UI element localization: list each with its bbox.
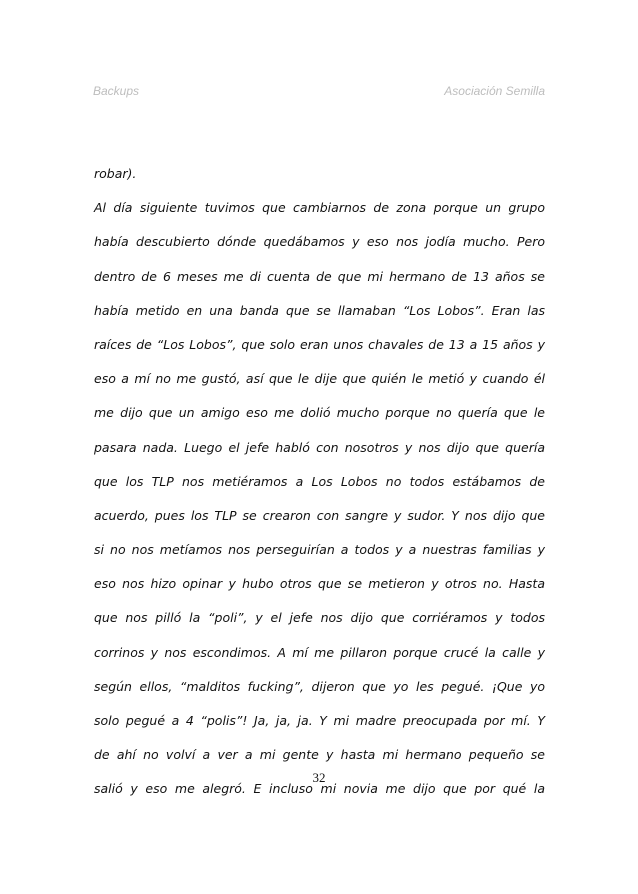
text-line: me dijo que un amigo eso me dolió mucho porque no quería que le — [94, 405, 545, 421]
body-text — [94, 157, 545, 807]
text-line: de ahí no volví a ver a mi gente y hasta mi hermano pequeño se — [94, 747, 545, 763]
text-line: acuerdo, pues los TLP se crearon con sangre y sudor. Y nos dijo que — [94, 507, 545, 523]
text-line: que los TLP nos metiéramos a Los Lobos no todos estábamos de — [94, 473, 545, 489]
header-right-title: Asociación Semilla — [444, 84, 545, 98]
text-line: pasara nada. Luego el jefe habló con nosotros y nos dijo que quería — [94, 439, 545, 455]
text-line: corrinos y nos escondimos. A mí me pillaron porque crucé la calle y — [94, 644, 545, 660]
text-line: si no nos metíamos nos perseguirían a todos y a nuestras familias y — [94, 542, 545, 558]
text-line: eso a mí no me gustó, así que le dije que quién le metió y cuando él — [94, 371, 545, 387]
header-left-title: Backups — [93, 84, 140, 98]
text-line: salió y eso me alegró. E incluso mi novia me dijo que por qué la — [94, 781, 545, 797]
text-line: según ellos, “malditos fucking”, dijeron que yo les pegué. ¡Que yo — [94, 678, 545, 694]
text-line: Al día siguiente tuvimos que cambiarnos de zona porque un grupo — [94, 200, 545, 216]
text-line: raíces de “Los Lobos”, que solo eran unos chavales de 13 a 15 años y — [94, 336, 545, 352]
text-line: dentro de 6 meses me di cuenta de que mi hermano de 13 años se — [94, 268, 545, 284]
text-line: eso nos hizo opinar y hubo otros que se metieron y otros no. Hasta — [94, 576, 545, 592]
text-line: robar). — [94, 166, 137, 181]
page-number: 32 — [312, 770, 326, 785]
text-line: había metido en una banda que se llamaban “Los Lobos”. Eran las — [94, 302, 545, 318]
text-line: solo pegué a 4 “polis”! Ja, ja, ja. Y mi madre preocupada por mí. Y — [94, 713, 545, 728]
text-line: había descubierto dónde quedábamos y eso nos jodía mucho. Pero — [94, 234, 545, 250]
text-line: que nos pilló la “poli”, y el jefe nos dijo que corriéramos y todos — [94, 610, 545, 626]
